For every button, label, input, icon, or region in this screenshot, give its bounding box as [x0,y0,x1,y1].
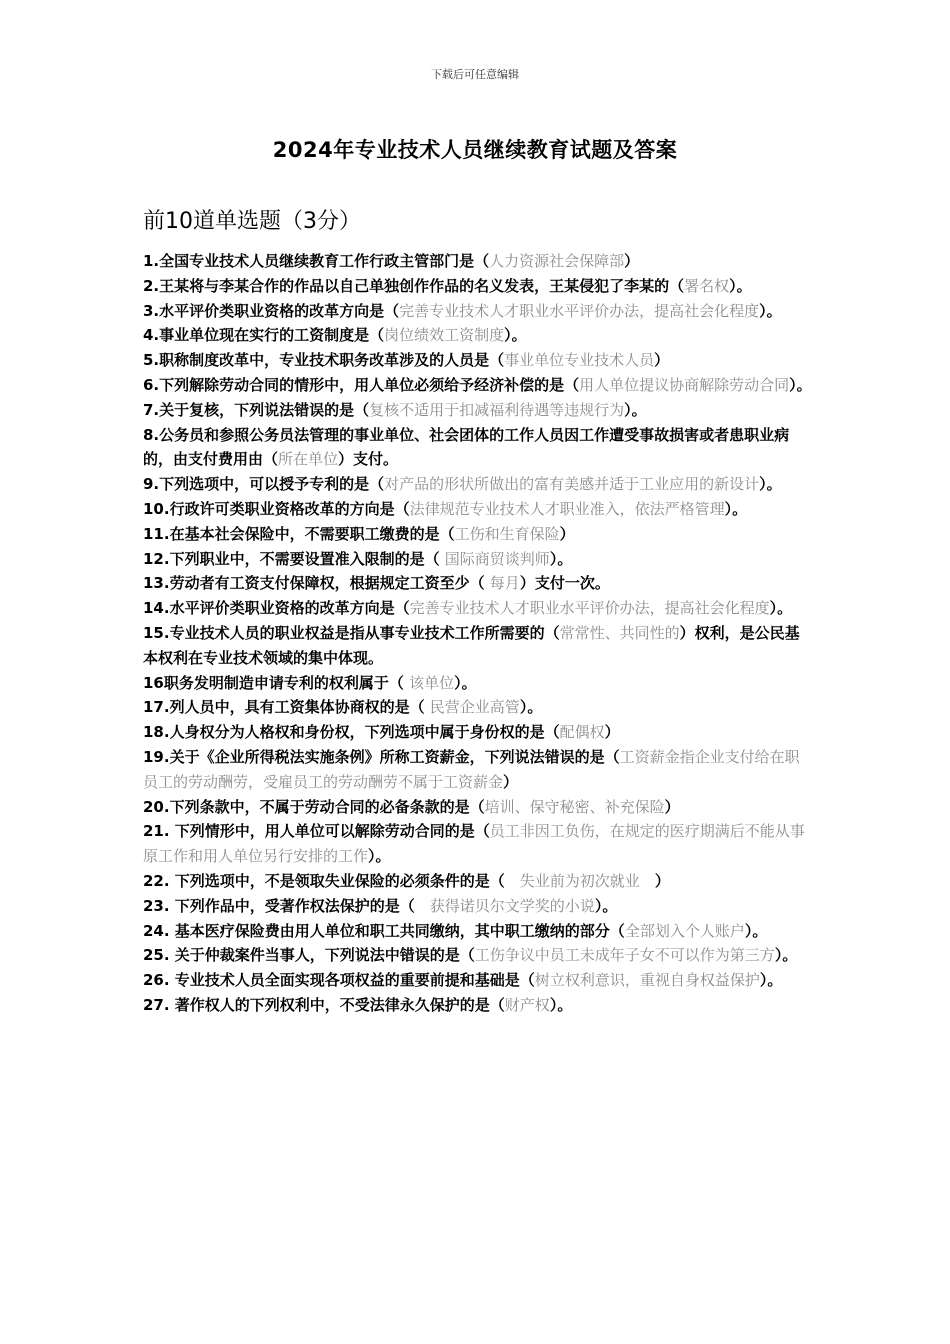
answer-text: 配偶权 [559,723,605,742]
question-text: 23. 下列作品中，受著作权法保护的是（ [143,896,430,915]
question-closing: ） [639,871,670,890]
question-closing: ）。 [769,599,793,618]
question-text: 15.专业技术人员的职业权益是指从事专业技术工作所需要的（ [143,623,560,642]
answer-text: 财产权 [504,995,550,1014]
question-closing: ） [654,351,670,370]
question-item [143,249,813,274]
question-closing: ）。 [549,995,573,1014]
question-text: 17.列人员中，具有工资集体协商权的是（ [143,698,430,717]
question-text: 19.关于《企业所得税法实施条例》所称工资薪金，下列说法错误的是（ [143,747,620,766]
question-item [143,869,813,894]
question-item [143,398,813,423]
question-text: 5.职称制度改革中，专业技术职务改革涉及的人员是（ [143,351,505,370]
answer-text: 完善专业技术人才职业水平评价办法，提高社会化程度 [409,599,770,618]
answer-text: 岗位绩效工资制度 [384,326,505,345]
document-title: 2024年专业技术人员继续教育试题及答案 [272,138,678,162]
question-closing: ）权利，是公民基本权利在专业技术领域的集中体现。 [143,623,800,667]
question-item [143,522,813,547]
answer-text: 获得诺贝尔文学奖的小说 [429,896,595,915]
question-item [143,323,813,348]
question-item [143,695,813,720]
answer-text: 每月 [489,574,520,593]
question-item [143,373,813,398]
question-item [143,819,813,869]
question-item [143,472,813,497]
question-closing: ）。 [549,549,573,568]
question-item [143,943,813,968]
question-item [143,621,813,671]
question-text: 27. 著作权人的下列权利中，不受法律永久保护的是（ [143,995,505,1014]
question-item [143,993,813,1018]
question-closing: ） [503,772,519,791]
question-closing: ）支付一次。 [519,574,610,593]
question-item [143,745,813,795]
question-text: 12.下列职业中，不需要设置准入限制的是（ [143,549,445,568]
answer-text: 工伤争议中员工未成年子女不可以作为第三方 [474,946,775,965]
question-item [143,919,813,944]
question-item [143,968,813,993]
header-note: 下载后可任意编辑 [431,68,519,81]
answer-text: 复核不适用于扣减福利待遇等违规行为 [369,400,625,419]
answer-text: 工资薪金指企业支付给在职员工的劳动酬劳，受雇员工的劳动酬劳不属于工资薪金 [143,747,800,791]
question-closing: ）。 [504,326,527,345]
question-text: 8.公务员和参照公务员法管理的事业单位、社会团体的工作人员因工作遭受事故损害或者患职业病的，由支付费用由（ [143,425,790,469]
answer-text: 常常性、共同性的 [559,623,680,642]
question-closing: ）。 [368,847,391,866]
question-text: 13.劳动者有工资支付保障权，根据规定工资至少（ [143,574,490,593]
question-closing: ）。 [729,276,752,295]
answer-text: 对产品的形状所做出的富有美感并适于工业应用的新设计 [384,475,760,494]
question-closing: ）。 [744,921,768,940]
question-item [143,720,813,745]
question-closing: ）。 [624,400,647,419]
question-closing: ）。 [759,301,782,320]
answer-text: 失业前为初次就业 [519,871,640,890]
question-item [143,423,813,473]
question-text: 7.关于复核，下列说法错误的是（ [143,400,370,419]
question-item [143,274,813,299]
question-list [143,249,813,1018]
question-closing: ）。 [789,375,812,394]
answer-text: 事业单位专业技术人员 [504,351,655,370]
answer-text: 法律规范专业技术人才职业准入，依法严格管理 [409,499,725,518]
question-text: 22. 下列选项中，不是领取失业保险的必须条件的是（ [143,871,520,890]
question-closing: ）。 [454,673,477,692]
question-text: 18.人身权分为人格权和身份权，下列选项中属于身份权的是（ [143,723,560,742]
question-item [143,596,813,621]
question-item [143,571,813,596]
question-text: 26. 专业技术人员全面实现各项权益的重要前提和基础是（ [143,971,535,990]
question-closing: ） [604,723,620,742]
question-closing: ）。 [759,971,783,990]
question-text: 24. 基本医疗保险费由用人单位和职工共同缴纳，其中职工缴纳的部分（ [143,921,625,940]
answer-text: 树立权利意识，重视自身权益保护 [534,971,760,990]
answer-text: 所在单位 [278,450,339,469]
question-closing: ） [559,524,575,543]
question-item [143,671,813,696]
question-text: 21. 下列情形中，用人单位可以解除劳动合同的是（ [143,822,490,841]
answer-text: 全部划入个人账户 [624,921,745,940]
question-item [143,547,813,572]
question-text: 20.下列条款中，不属于劳动合同的必备条款的是（ [143,797,485,816]
question-text: 25. 关于仲裁案件当事人，下列说法中错误的是（ [143,946,475,965]
question-closing: ）。 [594,896,618,915]
answer-text: 该单位 [409,673,455,692]
question-item [143,299,813,324]
question-text: 4.事业单位现在实行的工资制度是（ [143,326,385,345]
answer-text: 国际商贸谈判师 [444,549,550,568]
question-closing: ）。 [519,698,543,717]
answer-text: 人力资源社会保障部 [489,252,625,270]
question-text: 11.在基本社会保险中，不需要职工缴费的是（ [143,524,455,543]
question-item [143,497,813,522]
question-closing: ）。 [724,499,748,518]
answer-text: 员工非因工负伤，在规定的医疗期满后不能从事原工作和用人单位另行安排的工作 [143,822,805,866]
answer-text: 署名权 [684,276,730,295]
answer-text: 完善专业技术人才职业水平评价办法，提高社会化程度 [399,301,760,320]
question-closing: ）。 [759,475,782,494]
answer-text: 用人单位提议协商解除劳动合同 [579,375,790,394]
question-text: 6.下列解除劳动合同的情形中，用人单位必须给予经济补偿的是（ [143,375,580,394]
section-heading: 前10道单选题（3分） [143,209,361,234]
question-text: 16职务发明制造申请专利的权利属于（ [143,673,410,692]
question-text: 2.王某将与李某合作的作品以自己单独创作作品的名义发表，王某侵犯了李某的（ [143,276,685,295]
answer-text: 民营企业高管 [429,698,520,717]
question-text: 1.全国专业技术人员继续教育工作行政主管部门是（ [143,252,490,270]
answer-text: 培训、保守秘密、补充保险 [484,797,665,816]
question-text: 10.行政许可类职业资格改革的方向是（ [143,499,410,518]
question-closing: ） [664,797,680,816]
question-closing: ）支付。 [338,450,399,469]
question-text: 14.水平评价类职业资格的改革方向是（ [143,599,410,618]
question-item [143,348,813,373]
question-item [143,894,813,919]
question-closing: ）。 [774,946,798,965]
question-closing: ） [624,252,640,270]
question-text: 9.下列选项中，可以授予专利的是（ [143,475,385,494]
question-item [143,795,813,820]
answer-text: 工伤和生育保险 [454,524,560,543]
question-text: 3.水平评价类职业资格的改革方向是（ [143,301,400,320]
